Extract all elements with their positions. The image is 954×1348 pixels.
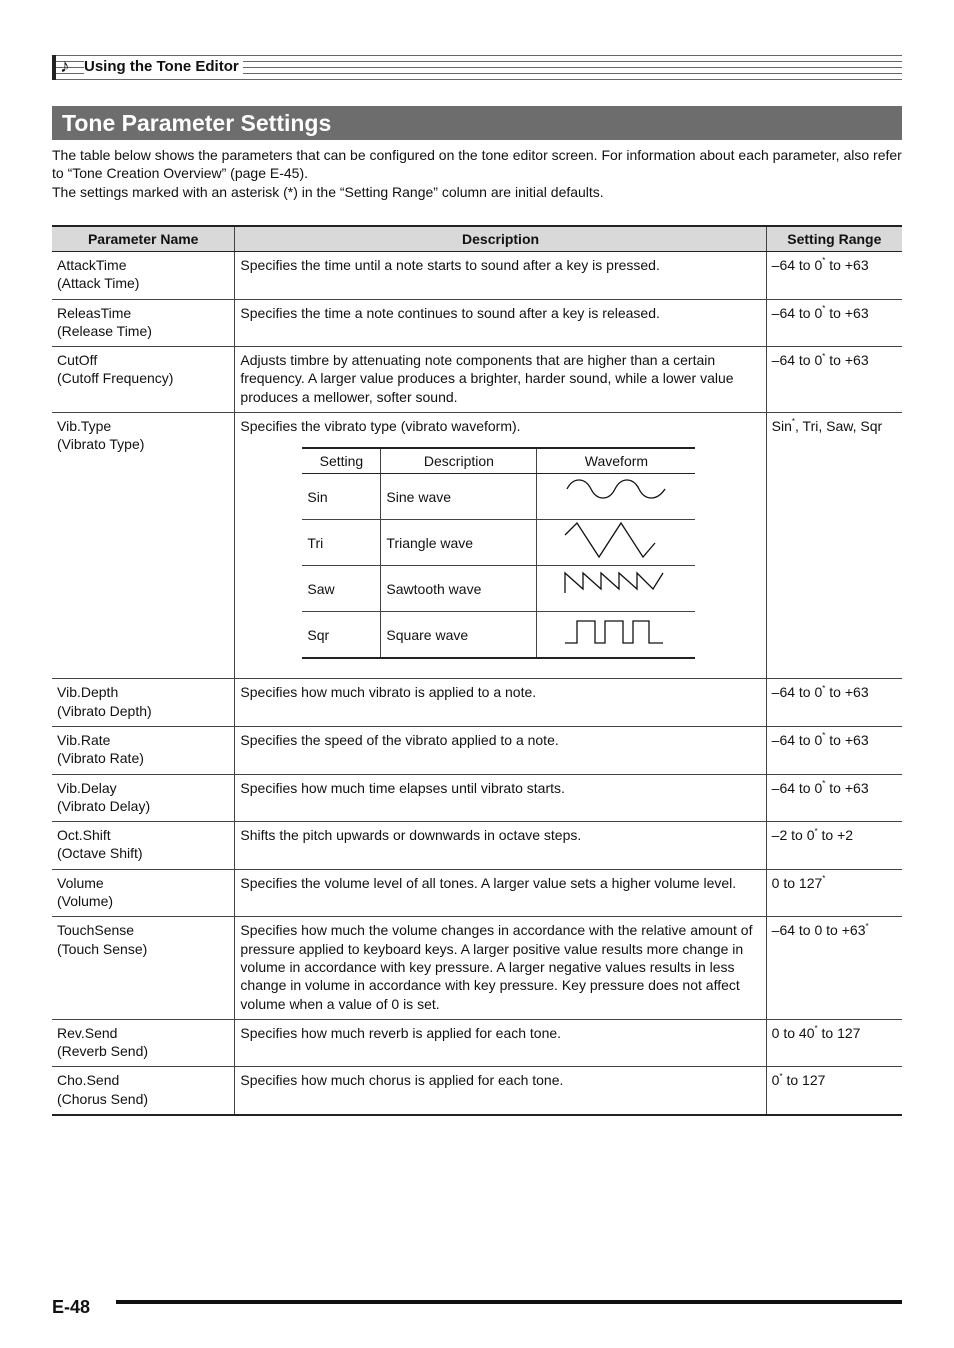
parameter-name-cell — [52, 917, 235, 1019]
parameter-description: Specifies the time a note continues to sound after a key is released. — [240, 304, 660, 321]
music-note-icon: ♪ — [60, 56, 70, 77]
range-text: –64 to 0 — [771, 257, 823, 273]
parameter-description-cell — [235, 774, 766, 822]
range-text: 0 to 40 — [771, 1024, 815, 1041]
vibrato-setting: Sin — [302, 474, 381, 520]
table-row — [52, 413, 902, 679]
table-row — [52, 774, 902, 822]
range-text: to +63 — [825, 304, 869, 321]
parameter-full-name: (Octave Shift) — [57, 845, 143, 862]
vibrato-description: Sine wave — [381, 474, 537, 520]
triangle-waveform-icon — [563, 521, 669, 561]
parameter-full-name: (Volume) — [57, 893, 114, 910]
parameter-name: Vib.Rate — [57, 731, 111, 748]
vibrato-waveform — [537, 474, 696, 520]
parameter-name-cell — [52, 347, 235, 413]
vibrato-row — [302, 520, 695, 566]
column-header-description: Description — [235, 226, 766, 252]
vibrato-header-description: Description — [381, 448, 537, 474]
range-text: 0 to 127 — [771, 874, 823, 891]
setting-range-cell — [766, 917, 902, 1019]
range-text: to +63 — [825, 779, 869, 796]
header-bar — [52, 55, 56, 80]
range-text: , Tri, Saw, Sqr — [795, 418, 883, 435]
setting-range-cell — [766, 252, 902, 300]
column-header-setting-range: Setting Range — [766, 226, 902, 252]
intro-paragraph-1: The table below shows the parameters that can be configured on the tone editor screen. For information about each parameter, also refer to “Tone Creation Overview” (page E-45). — [52, 147, 902, 182]
parameter-description-cell — [235, 822, 766, 870]
parameter-name-cell — [52, 252, 235, 300]
parameter-full-name: (Cutoff Frequency) — [57, 370, 174, 387]
sine-waveform-icon — [563, 475, 669, 515]
footer-rule — [116, 1300, 902, 1304]
parameter-name-cell — [52, 774, 235, 822]
setting-range-cell — [766, 869, 902, 917]
parameter-name: ReleasTime — [57, 304, 132, 321]
running-header-title: Using the Tone Editor — [84, 58, 243, 76]
parameter-name: TouchSense — [57, 922, 135, 939]
table-row — [52, 299, 902, 347]
vibrato-setting: Sqr — [302, 612, 381, 659]
range-text: –64 to 0 — [771, 779, 823, 796]
parameter-description: Specifies the time until a note starts to sound after a key is pressed. — [240, 257, 660, 273]
range-text: 0 — [771, 1072, 780, 1089]
parameter-description: Specifies how much the volume changes in accordance with the relative amount of pressure applied to keyboard keys. A larger positive value results more change in volume in accordance with key pressure. A larger negative values results in less change in volume in accordance with key pressure. Key pressure does not affect volume when a value of 0 is set. — [240, 922, 753, 1012]
table-row — [52, 347, 902, 413]
vibrato-description: Triangle wave — [381, 520, 537, 566]
setting-range-cell — [766, 1019, 902, 1067]
vibrato-waveform — [537, 566, 696, 612]
intro-paragraph-2: The settings marked with an asterisk (*) in the “Setting Range” column are initial defaults. — [52, 183, 604, 200]
parameter-name-cell — [52, 679, 235, 727]
table-row — [52, 679, 902, 727]
parameter-description-cell — [235, 1067, 766, 1115]
vibrato-waveform — [537, 520, 696, 566]
page-number: E-48 — [52, 1297, 91, 1317]
parameter-description-cell — [235, 252, 766, 300]
parameter-description-cell — [235, 726, 766, 774]
parameter-name: AttackTime — [57, 257, 127, 273]
parameter-description: Specifies the speed of the vibrato applied to a note. — [240, 731, 559, 748]
range-text: Sin — [771, 418, 792, 435]
section-title: Tone Parameter Settings — [52, 106, 902, 140]
range-text: –64 to 0 — [771, 731, 823, 748]
parameter-name-cell — [52, 1019, 235, 1067]
table-row — [52, 252, 902, 300]
parameter-name-cell — [52, 1067, 235, 1115]
parameter-name: Vib.Delay — [57, 779, 117, 796]
range-text: to +63 — [825, 684, 869, 701]
default-asterisk: * — [791, 417, 796, 427]
parameter-description-cell — [235, 413, 766, 679]
column-header-parameter-name: Parameter Name — [52, 226, 235, 252]
vibrato-waveform — [537, 612, 696, 659]
range-text: to 127 — [782, 1072, 826, 1089]
parameter-name: CutOff — [57, 352, 98, 369]
setting-range-cell — [766, 299, 902, 347]
vibrato-description: Square wave — [381, 612, 537, 659]
parameter-description-cell — [235, 917, 766, 1019]
default-asterisk: * — [865, 921, 869, 931]
vibrato-row — [302, 474, 695, 520]
default-asterisk: * — [822, 778, 826, 788]
setting-range-cell — [766, 413, 902, 679]
parameter-name-cell — [52, 299, 235, 347]
range-text: –64 to 0 — [771, 352, 823, 369]
range-text: –64 to 0 to +63 — [771, 922, 866, 939]
parameter-description: Specifies the volume level of all tones. A larger value sets a higher volume level. — [240, 874, 737, 891]
parameter-full-name: (Vibrato Type) — [57, 436, 145, 453]
range-text: to +63 — [825, 731, 869, 748]
setting-range-cell — [766, 822, 902, 870]
vibrato-description: Sawtooth wave — [381, 566, 537, 612]
parameter-full-name: (Vibrato Delay) — [57, 797, 151, 814]
parameter-description: Specifies how much chorus is applied for each tone. — [240, 1072, 564, 1089]
range-text: to +63 — [825, 352, 869, 369]
parameter-full-name: (Touch Sense) — [57, 940, 148, 957]
parameter-full-name: (Release Time) — [57, 322, 152, 339]
parameter-full-name: (Attack Time) — [57, 275, 140, 292]
parameter-full-name: (Vibrato Depth) — [57, 702, 152, 719]
parameter-name: Vib.Type — [57, 418, 112, 435]
parameter-name-cell — [52, 869, 235, 917]
parameter-description: Specifies how much reverb is applied for each tone. — [240, 1024, 562, 1041]
parameter-name: Cho.Send — [57, 1072, 120, 1089]
vibrato-row — [302, 612, 695, 659]
parameter-name-cell — [52, 822, 235, 870]
vibrato-row — [302, 566, 695, 612]
parameter-name: Volume — [57, 874, 104, 891]
setting-range-cell — [766, 679, 902, 727]
table-row — [52, 869, 902, 917]
vibrato-header-setting: Setting — [302, 448, 381, 474]
parameter-description-cell — [235, 869, 766, 917]
vibrato-setting: Tri — [302, 520, 381, 566]
range-text: –64 to 0 — [771, 684, 823, 701]
default-asterisk: * — [822, 874, 826, 884]
setting-range-cell — [766, 1067, 902, 1115]
vibrato-header-waveform: Waveform — [537, 448, 696, 474]
square-waveform-icon — [563, 613, 669, 653]
setting-range-cell — [766, 726, 902, 774]
parameter-table — [52, 225, 902, 1116]
default-asterisk: * — [814, 826, 818, 836]
range-text: to +2 — [817, 827, 854, 844]
parameter-name-cell — [52, 413, 235, 679]
parameter-description-cell — [235, 347, 766, 413]
parameter-full-name: (Chorus Send) — [57, 1090, 149, 1107]
parameter-description-cell — [235, 1019, 766, 1067]
default-asterisk: * — [822, 683, 826, 693]
vibrato-setting: Saw — [302, 566, 381, 612]
default-asterisk: * — [822, 731, 826, 741]
intro-text — [52, 146, 902, 201]
table-row — [52, 1019, 902, 1067]
parameter-description-cell — [235, 679, 766, 727]
parameter-name: Vib.Depth — [57, 684, 119, 701]
parameter-name: Oct.Shift — [57, 827, 111, 844]
parameter-description-cell — [235, 299, 766, 347]
default-asterisk: * — [822, 303, 826, 313]
range-text: –2 to 0 — [771, 827, 815, 844]
sawtooth-waveform-icon — [563, 567, 669, 607]
range-text: to +63 — [825, 257, 869, 273]
table-row — [52, 822, 902, 870]
default-asterisk: * — [814, 1024, 818, 1034]
default-asterisk: * — [822, 256, 826, 266]
table-row — [52, 726, 902, 774]
range-text: to 127 — [817, 1024, 861, 1041]
parameter-full-name: (Reverb Send) — [57, 1043, 149, 1060]
range-text: –64 to 0 — [771, 304, 823, 321]
parameter-name-cell — [52, 726, 235, 774]
parameter-full-name: (Vibrato Rate) — [57, 750, 144, 767]
parameter-description: Specifies how much time elapses until vibrato starts. — [240, 779, 565, 796]
parameter-description: Shifts the pitch upwards or downwards in octave steps. — [240, 827, 582, 844]
parameter-name: Rev.Send — [57, 1024, 118, 1041]
running-header — [52, 55, 902, 80]
table-row — [52, 1067, 902, 1115]
default-asterisk: * — [822, 351, 826, 361]
table-row — [52, 917, 902, 1019]
parameter-description: Adjusts timbre by attenuating note components that are higher than a certain frequency. A larger value produces a brighter, harder sound, while a lower value produces a mellower, softer sound. — [240, 352, 734, 405]
parameter-description: Specifies the vibrato type (vibrato waveform). — [240, 418, 521, 435]
parameter-description: Specifies how much vibrato is applied to a note. — [240, 684, 537, 701]
vibrato-type-table — [302, 447, 695, 659]
setting-range-cell — [766, 347, 902, 413]
setting-range-cell — [766, 774, 902, 822]
default-asterisk: * — [779, 1071, 783, 1081]
